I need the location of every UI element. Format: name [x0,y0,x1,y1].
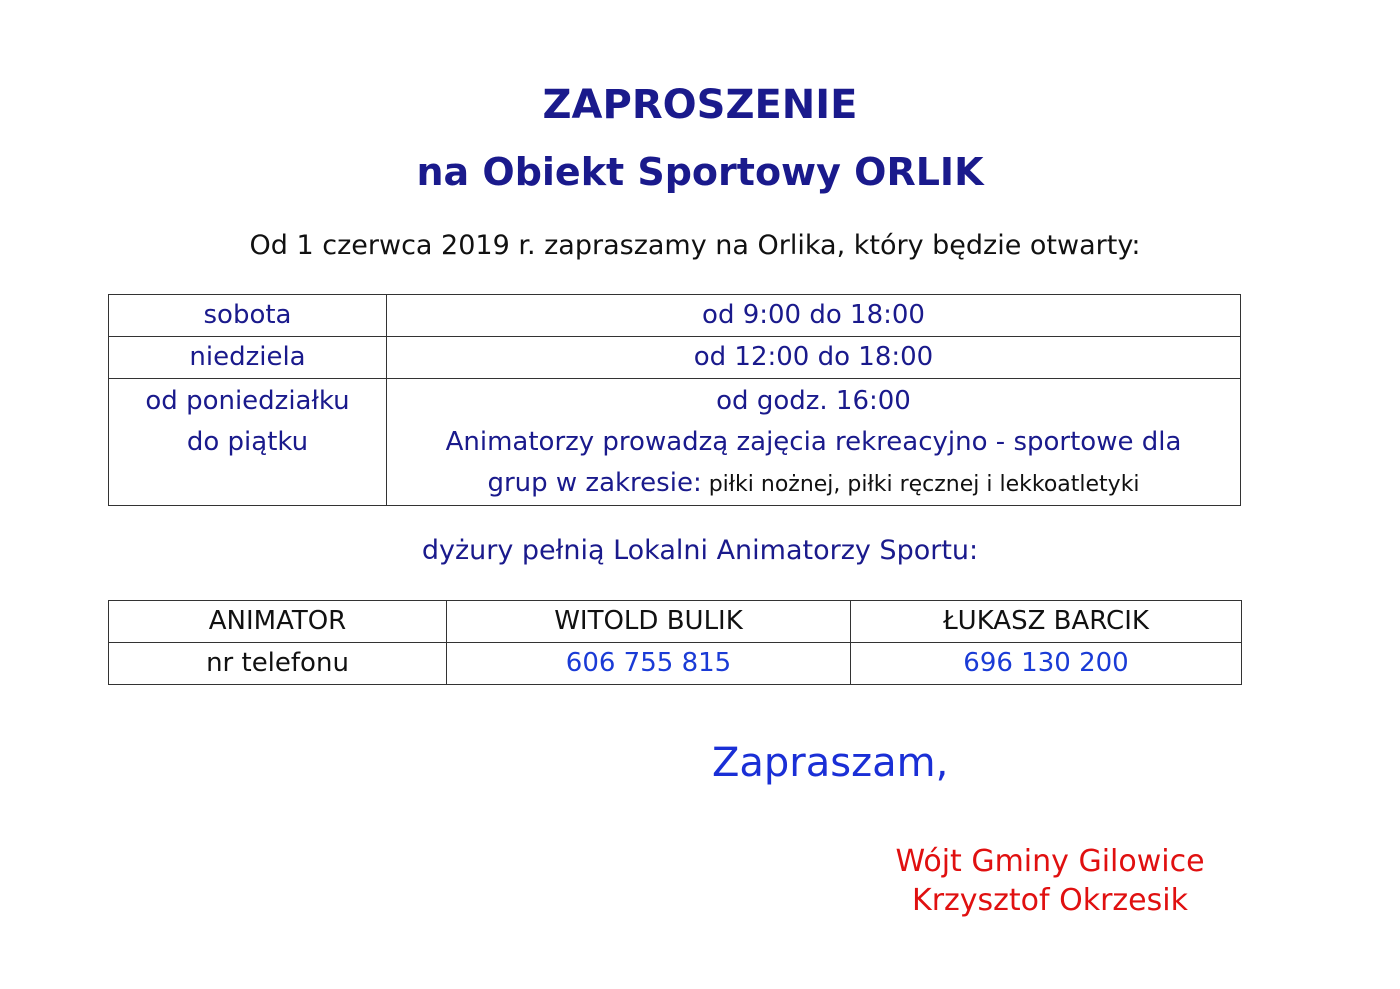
day-cell: niedziela [109,337,387,379]
hours-cell: od 9:00 do 18:00 [387,295,1241,337]
duty-heading: dyżury pełnią Lokalni Animatorzy Sportu: [421,535,979,566]
table-row [109,601,1242,643]
phone-label-cell: nr telefonu [109,643,447,685]
hours-cell [387,379,1241,506]
hours-line-part: piłki nożnej, piłki ręcznej i lekkoatletyki [701,472,1140,497]
page-title: ZAPROSZENIE [542,82,858,128]
animator-name-cell: ŁUKASZ BARCIK [851,601,1242,643]
hours-line: Animatorzy prowadzą zajęcia rekreacyjno - sportowe dla [445,427,1182,457]
day-cell [109,379,387,506]
table-row [109,295,1241,337]
table-row [109,643,1242,685]
page-subtitle: na Obiekt Sportowy ORLIK [416,150,984,194]
table-row [109,379,1241,506]
animator-header-cell: ANIMATOR [109,601,447,643]
day-line: od poniedziałku [145,386,350,416]
signature-line: Wójt Gminy Gilowice [895,844,1205,879]
phone-cell: 696 130 200 [851,643,1242,685]
phone-cell: 606 755 815 [447,643,851,685]
hours-line: od godz. 16:00 [716,386,911,416]
animators-table [108,600,1242,685]
table-row [109,337,1241,379]
schedule-table [108,294,1241,506]
hours-line [387,463,1240,505]
closing-text: Zapraszam, [712,740,949,786]
hours-line-part: grup w zakresie: [487,468,702,498]
signature-line: Krzysztof Okrzesik [912,883,1188,918]
signature [860,842,1240,920]
day-cell: sobota [109,295,387,337]
hours-cell: od 12:00 do 18:00 [387,337,1241,379]
intro-text: Od 1 czerwca 2019 r. zapraszamy na Orlika, który będzie otwarty: [249,230,1141,261]
animator-name-cell: WITOLD BULIK [447,601,851,643]
day-line: do piątku [186,427,309,457]
